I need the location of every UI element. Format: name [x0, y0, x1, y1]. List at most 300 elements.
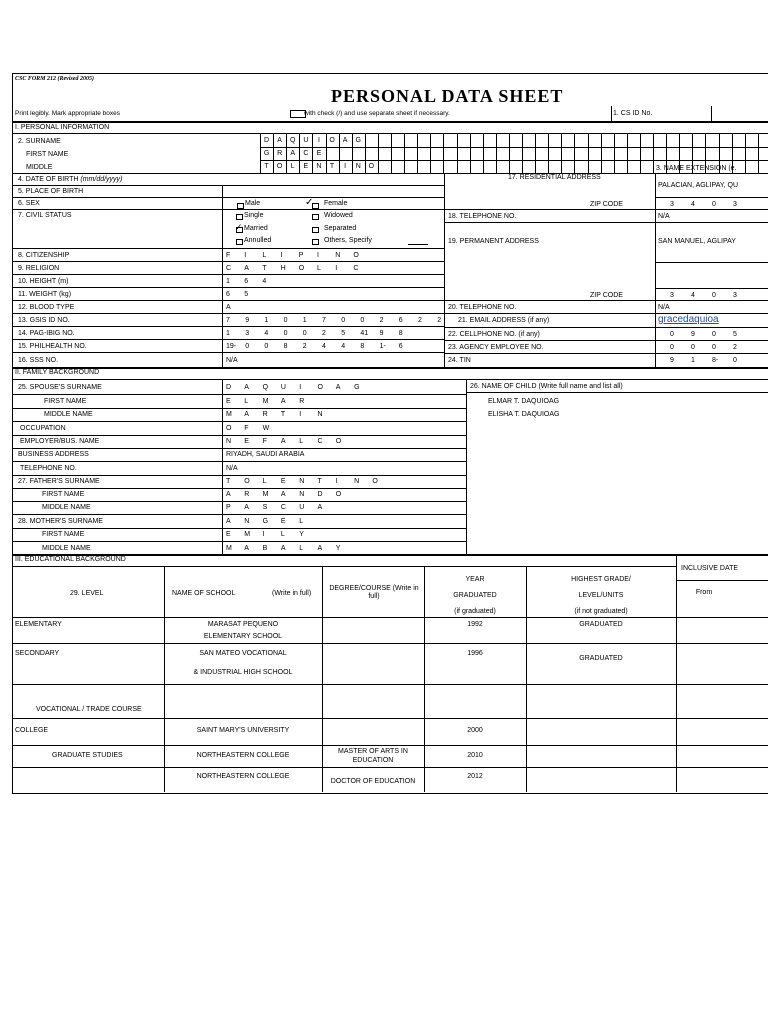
res-addr-label: 17. RESIDENTIAL ADDRESS: [508, 174, 601, 181]
cs-separated-label: Separated: [324, 225, 357, 232]
name-letter: A: [290, 150, 296, 157]
family-value-char: A: [280, 491, 286, 498]
grid-char: 0: [712, 292, 716, 299]
row-value-char: N: [335, 252, 341, 259]
col-degree: DEGREE/COURSE (Write in full): [329, 585, 419, 600]
tel2-value: N/A: [658, 304, 670, 311]
pob-label: 5. PLACE OF BIRTH: [18, 188, 84, 195]
row-value-char: C: [353, 265, 359, 272]
name-letter: L: [290, 163, 295, 170]
family-value-char: W: [262, 425, 270, 432]
family-value-char: A: [226, 518, 231, 525]
cs-widowed-label: Widowed: [324, 212, 353, 219]
college-year: 2000: [467, 727, 483, 734]
row-value-char: 1-: [379, 343, 386, 350]
name-letter: G: [263, 150, 270, 157]
sec1-title: I. PERSONAL INFORMATION: [15, 124, 110, 131]
res-zip-label: ZIP CODE: [590, 201, 623, 208]
row-value-char: 7: [322, 317, 326, 324]
row-divider: [12, 313, 444, 314]
grid-divider: [705, 133, 706, 173]
college-level: COLLEGE: [15, 727, 49, 734]
grid-divider: [378, 133, 379, 173]
checkbox-others[interactable]: [312, 239, 319, 245]
name-letter: I: [317, 137, 320, 144]
row-value-char: 4: [322, 343, 326, 350]
row-value-char: 2: [437, 317, 442, 324]
form-number: CSC FORM 212 (Revised 2005): [15, 76, 95, 82]
grid-char: 3: [670, 292, 674, 299]
family-value-char: A: [244, 545, 249, 552]
elem-school-1: MARASAT PEQUENO: [207, 621, 279, 628]
grad2-degree: DOCTOR OF EDUCATION: [330, 778, 416, 785]
family-value: RIYADH, SAUDI ARABIA: [226, 451, 305, 458]
family-value-char: A: [244, 384, 249, 391]
family-value-char: F: [262, 438, 267, 445]
family-divider: [12, 488, 466, 489]
col-grade-1: HIGHEST GRADE/: [571, 576, 631, 583]
row-value-char: 1: [226, 278, 230, 285]
tel1-label: 18. TELEPHONE NO.: [448, 213, 517, 220]
grid-divider: [666, 133, 667, 173]
sec-school-1: SAN MATEO VOCATIONAL: [199, 650, 287, 657]
elem-year: 1992: [467, 621, 483, 628]
checkbox-annulled[interactable]: [236, 239, 243, 245]
col-grade-2: LEVEL/UNITS: [578, 592, 624, 599]
family-divider: [12, 435, 466, 436]
grid-divider: [561, 133, 562, 173]
family-value-char: A: [244, 504, 249, 511]
col-year-1: YEAR: [465, 576, 485, 583]
family-value-char: L: [299, 518, 304, 525]
grid-divider: [588, 133, 589, 173]
grid-char: 0: [712, 201, 716, 208]
family-value-char: T: [226, 478, 231, 485]
row-divider: [12, 339, 444, 340]
family-value-char: A: [280, 545, 286, 552]
family-value-char: Y: [335, 545, 341, 552]
voc-level: VOCATIONAL / TRADE COURSE: [36, 706, 142, 713]
family-value-char: O: [244, 478, 250, 485]
family-divider: [12, 448, 466, 449]
grid-divider: [457, 133, 458, 173]
row-value-char: 0: [283, 330, 288, 337]
col-grade-3: (if not graduated): [574, 608, 628, 615]
family-label: MIDDLE NAME: [42, 504, 91, 511]
dob-label: 4. DATE OF BIRTH (mm/dd/yyyy): [18, 176, 123, 183]
family-value-char: N: [226, 438, 232, 445]
row-label: 10. HEIGHT (m): [18, 278, 69, 285]
grid-char: 0: [670, 331, 674, 338]
cs-annulled-label: Annulled: [244, 237, 272, 244]
family-value-char: N: [244, 518, 250, 525]
row-value-char: 41: [360, 330, 369, 337]
family-value-char: N: [317, 411, 323, 418]
grid-divider: [404, 133, 405, 173]
row-value-char: 6: [244, 278, 249, 285]
grid-divider: [719, 133, 720, 173]
name-letter: R: [277, 150, 283, 157]
family-label: MIDDLE NAME: [42, 545, 91, 552]
name-extension-label: 3. NAME EXTENSION (e.: [656, 165, 737, 172]
name-letter: G: [355, 137, 361, 144]
family-value-char: R: [244, 491, 250, 498]
family-value-char: O: [372, 478, 378, 485]
name-letter: O: [368, 163, 375, 170]
family-value-char: F: [244, 425, 249, 432]
family-divider: [12, 408, 466, 409]
row-value-char: 0: [341, 317, 346, 324]
perm-addr-value: SAN MANUEL, AGLIPAY: [658, 238, 736, 245]
cs-others-label: Others, Specify: [324, 237, 372, 244]
row-value-char: A: [244, 265, 249, 272]
row-value-char: H: [280, 265, 286, 272]
grid-divider: [732, 133, 733, 173]
row-label: 16. SSS NO.: [18, 357, 59, 364]
sec-level: SECONDARY: [15, 650, 60, 657]
family-value-char: B: [262, 545, 268, 552]
family-value-char: I: [299, 411, 302, 418]
family-value-char: E: [280, 478, 286, 485]
college-school: SAINT MARY'S UNIVERSITY: [196, 727, 290, 734]
name-letter: A: [277, 137, 282, 144]
row-value-char: 0: [283, 317, 288, 324]
grid-divider: [614, 133, 615, 173]
family-label: 27. FATHER'S SURNAME: [18, 478, 100, 485]
perm-addr-label: 19. PERMANENT ADDRESS: [448, 238, 539, 245]
row-value-char: L: [317, 265, 321, 272]
grid-divider: [430, 133, 431, 173]
family-value-char: M: [244, 531, 251, 538]
family-value-char: S: [262, 504, 268, 511]
col-level: 29. LEVEL: [70, 590, 104, 597]
row-value-char: 6: [398, 343, 403, 350]
family-label: 28. MOTHER'S SURNAME: [18, 518, 103, 525]
family-value-char: A: [335, 384, 341, 391]
instruction-left: Print legibly. Mark appropriate boxes: [15, 110, 121, 117]
grid-divider: [679, 133, 680, 173]
checkbox-male[interactable]: [237, 203, 244, 209]
row-label: 9. RELIGION: [18, 265, 60, 272]
row-value-char: 4: [341, 343, 346, 350]
family-value-char: D: [226, 384, 232, 391]
row-value-char: I: [280, 252, 283, 259]
row-value-char: 9: [245, 317, 250, 324]
sec3-title: III. EDUCATIONAL BACKGROUND: [15, 556, 126, 563]
row-value-char: 4: [264, 330, 269, 337]
sec-school-2: & INDUSTRIAL HIGH SCHOOL: [193, 669, 293, 676]
family-label: EMPLOYER/BUS. NAME: [20, 438, 100, 445]
cs-single-label: Single: [244, 212, 264, 219]
csid-label: 1. CS ID No.: [613, 110, 653, 117]
family-value-char: A: [317, 504, 323, 511]
email-label: 21. EMAIL ADDRESS (if any): [458, 317, 550, 324]
family-value-char: I: [262, 531, 265, 538]
row-value-char: 2: [379, 317, 384, 324]
grid-divider: [627, 133, 628, 173]
grid-divider: [391, 133, 392, 173]
perm-zip-label: ZIP CODE: [590, 292, 623, 299]
grid-char: 3: [733, 292, 737, 299]
grid-char: 0: [712, 344, 716, 351]
row-value-char: 9: [379, 330, 384, 337]
name-letter: N: [316, 163, 322, 170]
grid-divider: [535, 133, 536, 173]
grid-char: 4: [691, 292, 695, 299]
grid-divider: [470, 133, 471, 173]
name-letter: E: [316, 150, 322, 157]
row-value-char: T: [262, 265, 267, 272]
grid-char: 3: [733, 201, 737, 208]
family-value-char: A: [317, 545, 323, 552]
grad-level: GRADUATE STUDIES: [52, 752, 123, 759]
row-divider: [12, 300, 444, 301]
family-label: 25. SPOUSE'S SURNAME: [18, 384, 102, 391]
civil-status-label: 7. CIVIL STATUS: [18, 212, 72, 219]
family-value-char: Y: [299, 531, 304, 538]
row-value-char: 1: [226, 330, 230, 337]
grid-char: 0: [712, 331, 716, 338]
row-value-char: 1: [264, 317, 269, 324]
row-value-char: 0: [302, 330, 307, 337]
row-value-char: O: [353, 252, 359, 259]
row-label: 13. GSIS ID NO.: [18, 317, 70, 324]
middle-name-label: MIDDLE: [26, 164, 53, 171]
family-value-char: E: [244, 438, 249, 445]
sec-year: 1996: [467, 650, 483, 657]
name-letter: T: [329, 163, 335, 170]
grid-divider: [745, 133, 746, 173]
name-letter: A: [342, 137, 348, 144]
family-value-char: R: [262, 411, 268, 418]
family-label: OCCUPATION: [20, 425, 66, 432]
checkbox-single[interactable]: [236, 214, 243, 220]
row-value-char: 4: [262, 278, 267, 285]
check-mark-icon: ✓: [305, 197, 314, 208]
row-value-char: I: [244, 252, 247, 259]
family-value-char: R: [299, 398, 305, 405]
row-value-char: 6: [398, 317, 403, 324]
row-value-char: 0: [264, 343, 269, 350]
row-value-char: C: [226, 265, 232, 272]
family-value-char: M: [262, 398, 269, 405]
family-label: BUSINESS ADDRESS: [18, 451, 89, 458]
child-1: ELMAR T. DAQUIOAG: [488, 398, 560, 405]
family-value-char: C: [280, 504, 286, 511]
grid-char: 8-: [712, 357, 719, 364]
name-letter: I: [344, 163, 347, 170]
family-divider: [12, 394, 466, 395]
col-year-3: (if graduated): [454, 608, 496, 615]
grad-degree-1: MASTER OF ARTS IN: [338, 748, 408, 755]
surname-label: 2. SURNAME: [18, 138, 61, 145]
name-letter: C: [303, 150, 309, 157]
grid-divider: [758, 133, 759, 173]
row-value-char: 1: [302, 317, 307, 324]
family-value-char: O: [226, 425, 232, 432]
family-value-char: A: [244, 411, 249, 418]
family-value-char: C: [317, 438, 323, 445]
row-value-char: 0: [360, 317, 365, 324]
grad2-year: 2012: [467, 773, 483, 780]
grid-divider: [548, 133, 549, 173]
family-value-char: O: [335, 491, 342, 498]
grad-degree-2: EDUCATION: [352, 757, 394, 764]
grad-school: NORTHEASTERN COLLEGE: [196, 752, 290, 759]
family-value-char: M: [226, 411, 232, 418]
family-value-char: L: [244, 398, 249, 405]
family-value-char: N: [299, 478, 305, 485]
family-label: FIRST NAME: [44, 398, 87, 405]
row-value-char: 19-: [226, 343, 237, 350]
name-letter: E: [303, 163, 309, 170]
cs-married-label: Married: [244, 225, 268, 232]
name-letter: O: [276, 163, 283, 170]
family-value-char: A: [226, 491, 231, 498]
checkbox-separated[interactable]: [312, 227, 319, 233]
family-divider: [12, 475, 466, 476]
row-divider: [12, 274, 444, 275]
grid-char: 9: [670, 357, 674, 364]
row-divider: [12, 326, 444, 327]
tel2-label: 20. TELEPHONE NO.: [448, 304, 517, 311]
family-value-char: N: [354, 478, 360, 485]
elem-level: ELEMENTARY: [15, 621, 62, 628]
row-value-char: 8: [283, 343, 288, 350]
family-value-char: G: [262, 518, 269, 525]
row-value-char: 6: [226, 291, 230, 298]
grid-divider: [496, 133, 497, 173]
grid-divider: [653, 133, 654, 173]
family-value-char: A: [280, 398, 286, 405]
family-divider: [12, 514, 466, 515]
row-label: 15. PHILHEALTH NO.: [18, 343, 87, 350]
family-value-char: U: [299, 504, 305, 511]
checkbox-widowed[interactable]: [312, 214, 319, 220]
family-value-char: L: [280, 531, 285, 538]
grad2-school: NORTHEASTERN COLLEGE: [196, 773, 290, 780]
family-value-char: M: [262, 491, 269, 498]
col-inclusive: INCLUSIVE DATE: [681, 565, 739, 572]
family-value-char: L: [262, 478, 267, 485]
row-value-char: P: [298, 252, 304, 259]
col-year-2: GRADUATED: [453, 592, 497, 599]
name-letter: N: [355, 163, 361, 170]
row-value-char: L: [262, 252, 267, 259]
row-value-char: 2: [302, 343, 307, 350]
family-value-char: L: [299, 438, 304, 445]
grid-divider: [692, 133, 693, 173]
grid-divider: [601, 133, 602, 173]
grid-divider: [640, 133, 641, 173]
family-value: N/A: [226, 465, 238, 472]
family-value-char: Q: [262, 384, 269, 391]
family-divider: [12, 528, 466, 529]
family-divider: [12, 541, 466, 542]
family-divider: [12, 461, 466, 462]
family-value-char: E: [226, 398, 231, 405]
email-value: gracedaquioa: [658, 314, 719, 325]
grid-char: 5: [733, 331, 737, 338]
row-label: 14. PAG-IBIG NO.: [18, 330, 75, 337]
row-value-char: 2: [418, 317, 422, 324]
instruction-right: with check (/) and use separate sheet if necessary.: [304, 110, 450, 117]
form-title: PERSONAL DATA SHEET: [331, 86, 564, 106]
row-divider: [12, 261, 444, 262]
family-label: FIRST NAME: [42, 491, 85, 498]
family-label: MIDDLE NAME: [44, 411, 93, 418]
row-value-char: I: [335, 265, 338, 272]
row-value-char: I: [317, 252, 319, 259]
family-label: FIRST NAME: [42, 531, 85, 538]
family-value-char: O: [317, 384, 323, 391]
grid-divider: [574, 133, 575, 173]
row-label: 8. CITIZENSHIP: [18, 252, 70, 259]
family-divider: [12, 421, 466, 422]
family-value-char: P: [226, 504, 231, 511]
row-value-char: 8: [360, 343, 365, 350]
row-value-char: 0: [245, 343, 250, 350]
sec-grade: GRADUATED: [579, 655, 623, 662]
family-value-char: T: [280, 411, 286, 418]
row-label: 12. BLOOD TYPE: [18, 304, 75, 311]
elem-school-2: ELEMENTARY SCHOOL: [203, 633, 283, 640]
row-divider: [12, 352, 444, 353]
row-value-char: 5: [341, 330, 346, 337]
family-label: TELEPHONE NO.: [20, 465, 77, 472]
row-value-char: 2: [322, 330, 326, 337]
family-value-char: M: [226, 545, 232, 552]
sex-label: 6. SEX: [18, 200, 40, 207]
family-value-char: G: [354, 384, 360, 391]
row-value: N/A: [226, 357, 238, 364]
row-value-char: 5: [244, 291, 249, 298]
grid-divider: [417, 133, 418, 173]
name-letter: O: [329, 137, 335, 144]
family-value-char: O: [335, 438, 342, 445]
name-letter: T: [264, 163, 269, 170]
grid-char: 0: [691, 344, 695, 351]
tin-label: 24. TIN: [448, 357, 471, 364]
sex-female-label: Female: [324, 200, 348, 207]
check-mark-icon: ✓: [235, 222, 243, 232]
grid-divider: [443, 133, 444, 173]
row-value-char: 7: [226, 317, 230, 324]
family-value-char: I: [299, 384, 302, 391]
grid-char: 0: [733, 357, 737, 364]
grid-char: 4: [691, 201, 695, 208]
row-value-char: O: [298, 265, 305, 272]
elem-grade: GRADUATED: [579, 621, 623, 628]
family-value-char: L: [299, 545, 304, 552]
row-value-char: F: [226, 252, 231, 259]
child-2: ELISHA T. DAQUIOAG: [488, 411, 560, 418]
col-from: From: [695, 589, 713, 596]
tel1-value: N/A: [658, 213, 670, 220]
grid-char: 3: [670, 201, 674, 208]
name-letter: D: [264, 137, 270, 144]
grid-char: 9: [691, 331, 695, 338]
family-divider: [12, 501, 466, 502]
first-name-label: FIRST NAME: [26, 151, 69, 158]
grid-divider: [522, 133, 523, 173]
row-value-char: 3: [245, 330, 250, 337]
grid-divider: [483, 133, 484, 173]
res-addr-value: PALACIAN, AGLIPAY, QU: [658, 182, 739, 189]
family-value-char: N: [299, 491, 305, 498]
cell-label: 22. CELLPHONE NO. (if any): [448, 331, 540, 338]
row-value: A: [226, 304, 231, 311]
